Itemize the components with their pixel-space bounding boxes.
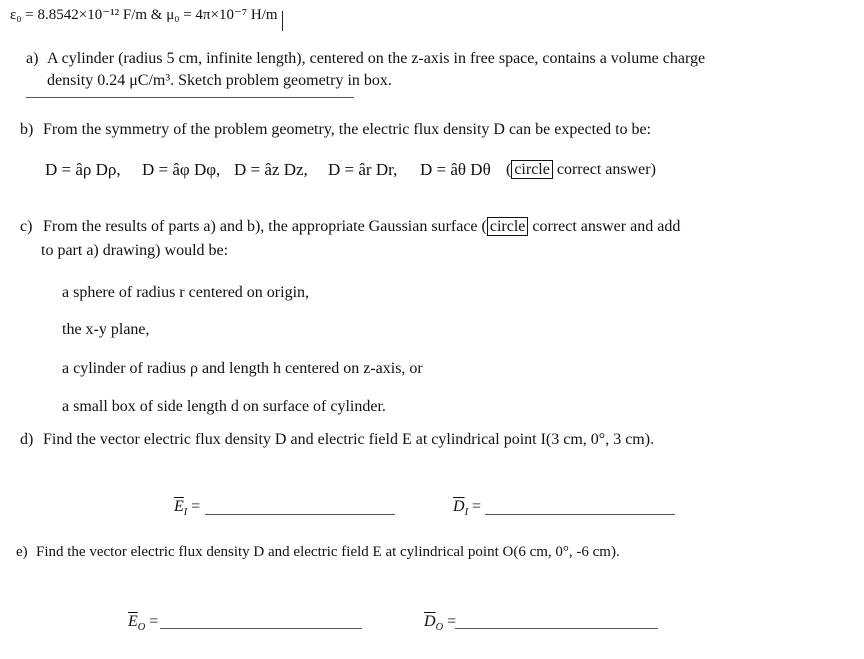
- part-b-option-theta[interactable]: D = âθ Dθ: [420, 160, 491, 179]
- part-c-line1: [43, 217, 680, 237]
- part-d-text: Find the vector electric flux density D and electric field E at cylindrical point I(3 cm, 0°, 3 cm).: [43, 431, 655, 448]
- part-b-prompt: From the symmetry of the problem geometry, the electric flux density D can be expected to be:: [43, 121, 652, 138]
- part-c-circle-box: circle: [487, 217, 529, 236]
- part-e-e-symbol: $\overline{E}$: [128, 613, 138, 630]
- part-c-choice-plane[interactable]: the x-y plane,: [62, 321, 150, 338]
- part-b-option-z[interactable]: D = âz Dz,: [234, 160, 308, 179]
- part-b-instruction: ( circle correct answer): [506, 161, 656, 178]
- part-a-label: a): [26, 50, 39, 67]
- part-e-d-sub: O: [435, 622, 444, 634]
- part-e-d-label: $\overline{D}_O$ =: [424, 613, 457, 634]
- part-b-label: b): [20, 121, 34, 138]
- part-e-label: e): [16, 544, 28, 560]
- part-c-label: c): [20, 218, 33, 235]
- part-d-e-sub: I: [183, 507, 188, 519]
- part-e-e-label: $\overline{E}_O$ =: [128, 613, 159, 634]
- part-b-option-rho[interactable]: D = âρ Dρ,: [45, 160, 121, 179]
- part-b-option-phi[interactable]: D = âφ Dφ,: [142, 160, 221, 179]
- part-c-line1-b: correct answer and add: [528, 218, 681, 235]
- part-c-choice-box[interactable]: a small box of side length d on surface of cylinder.: [62, 398, 386, 415]
- part-a-line1: A cylinder (radius 5 cm, infinite length), centered on the z-axis in free space, contains a volume charge: [47, 50, 706, 67]
- part-c-line2: to part a) drawing) would be:: [41, 242, 229, 259]
- part-d-d-sub: I: [464, 507, 469, 519]
- part-c-choice-sphere[interactable]: a sphere of radius r centered on origin,: [62, 284, 310, 301]
- part-d-d-symbol: $\overline{D}$: [453, 498, 465, 515]
- part-d-label: d): [20, 431, 34, 448]
- constants-header: ε₀ = 8.8542×10⁻¹² F/m & μ₀ = 4π×10⁻⁷ H/m: [10, 7, 278, 23]
- text-cursor: [282, 11, 283, 31]
- part-e-d-symbol: $\overline{D}$: [424, 613, 436, 630]
- part-a-divider: [26, 97, 354, 98]
- part-d-e-answer-line[interactable]: [205, 514, 395, 515]
- part-b-instruction-rest: correct answer): [552, 161, 656, 178]
- part-e-text: Find the vector electric flux density D and electric field E at cylindrical point O(6 cm, 0°, -6 cm).: [36, 544, 620, 560]
- part-a-line2: density 0.24 μC/m³. Sketch problem geometry in box.: [47, 72, 392, 89]
- part-e-e-answer-line[interactable]: [160, 628, 362, 629]
- part-d-d-label: $\overline{D}_I$ =: [453, 498, 482, 519]
- part-b-option-r[interactable]: D = âr Dr,: [328, 160, 398, 179]
- part-c-line1-a: From the results of parts a) and b), the appropriate Gaussian surface (: [43, 218, 487, 235]
- part-e-e-sub: O: [137, 622, 146, 634]
- part-d-d-answer-line[interactable]: [485, 514, 675, 515]
- part-c-choice-cylinder[interactable]: a cylinder of radius ρ and length h centered on z-axis, or: [62, 360, 423, 377]
- part-d-e-label: $\overline{E}_I$ =: [174, 498, 201, 519]
- part-b-circle-box: circle: [511, 160, 553, 179]
- part-e-d-answer-line[interactable]: [455, 628, 658, 629]
- part-d-e-symbol: $\overline{E}$: [174, 498, 184, 515]
